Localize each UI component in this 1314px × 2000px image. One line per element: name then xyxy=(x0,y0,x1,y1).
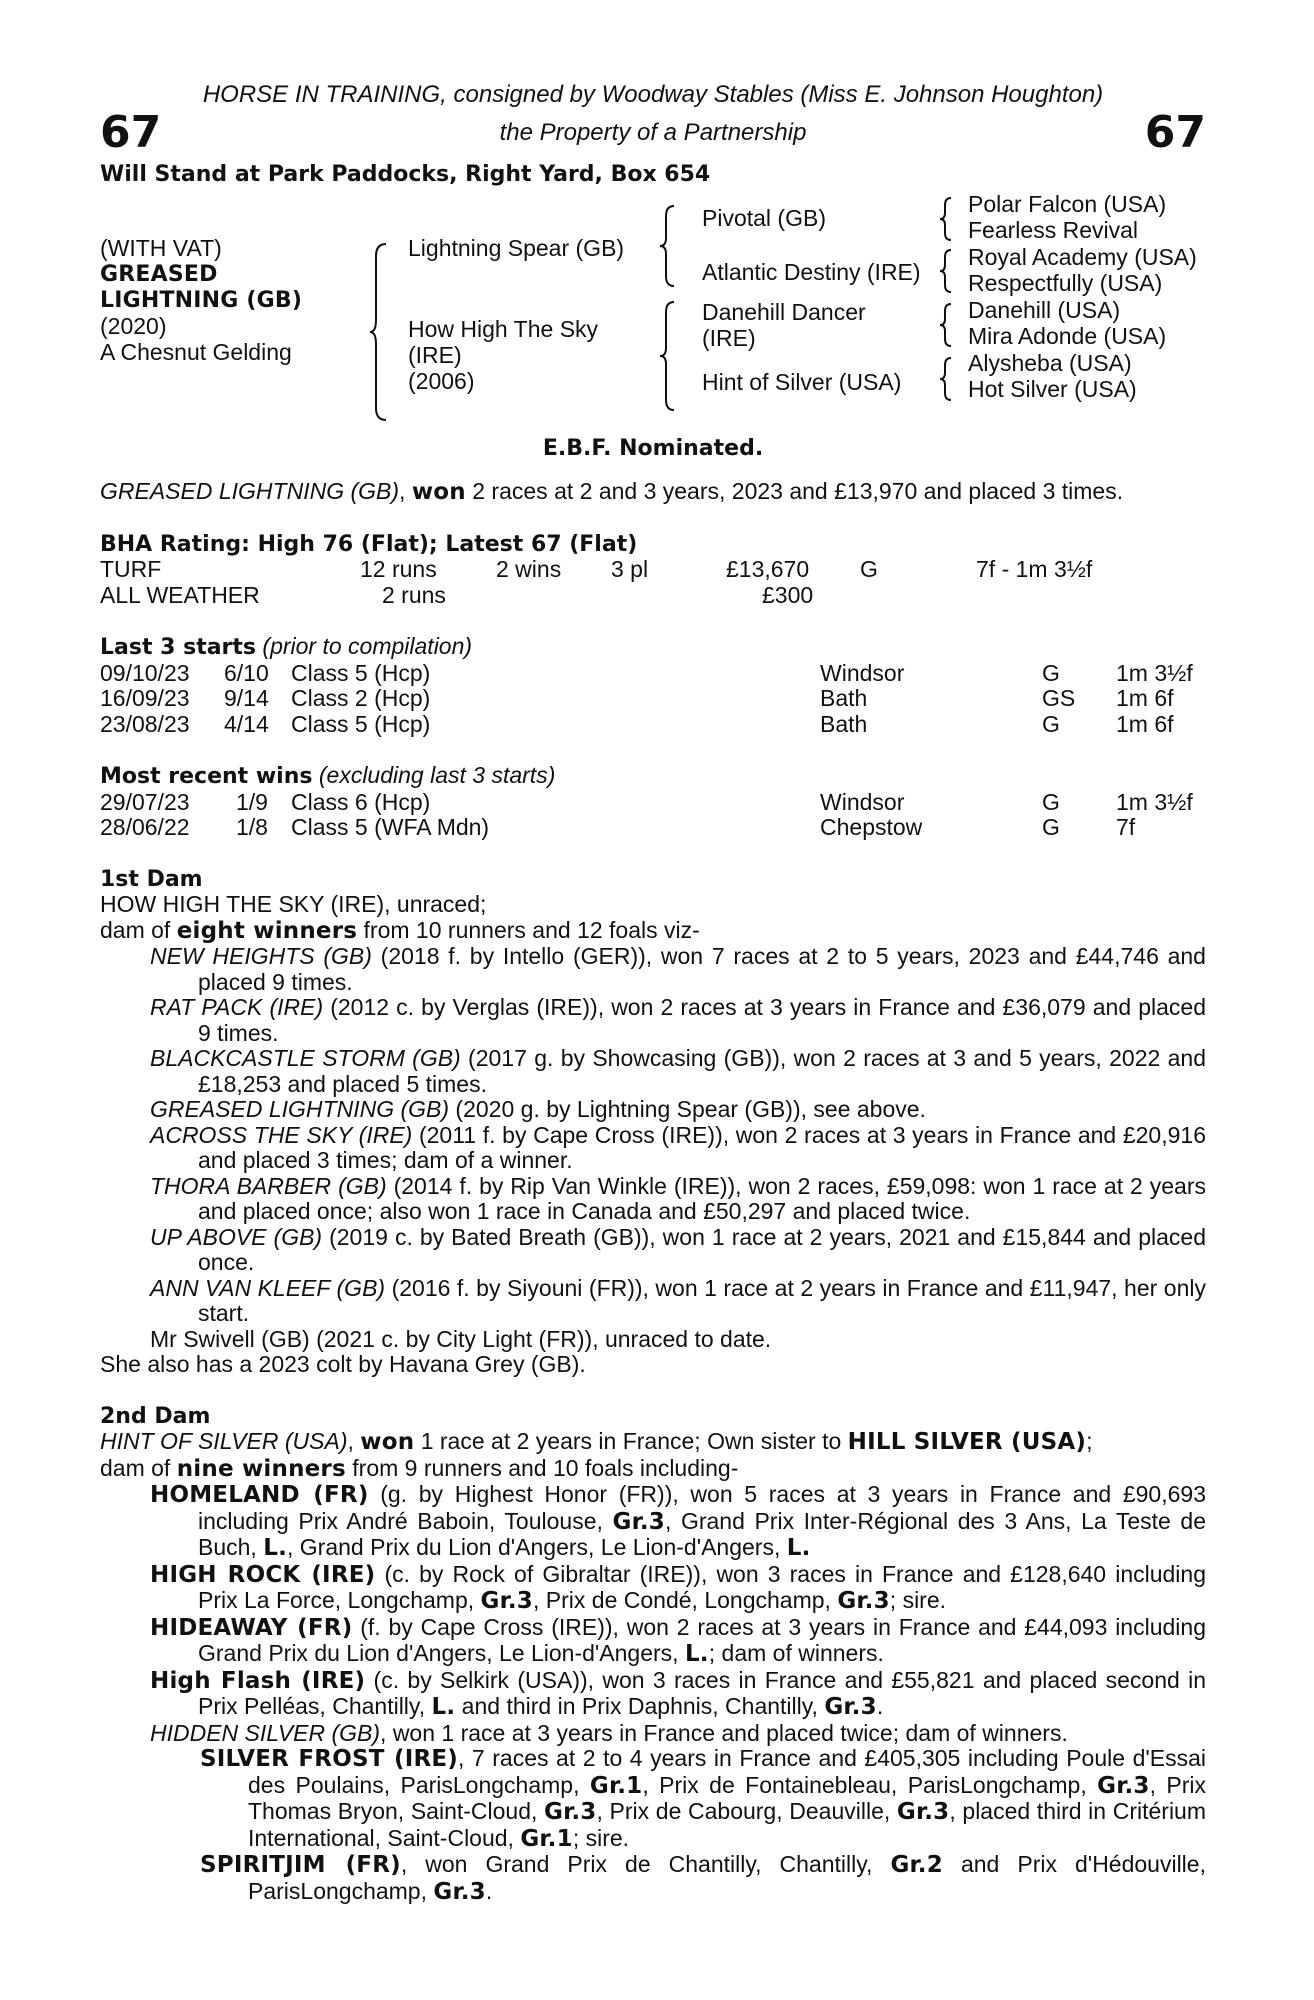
dam-brace xyxy=(658,300,678,412)
win-class: Class 6 (Hcp) xyxy=(291,788,431,815)
progeny-name: UP ABOVE (GB) xyxy=(150,1223,323,1250)
progeny-text: (c. by Selkirk (USA)), won 3 races in France and £55,821 and placed second in Prix Pelléas, Chantilly, xyxy=(198,1666,1206,1719)
start-distance: 1m 6f xyxy=(1116,685,1174,711)
brace-3-4 xyxy=(938,356,954,402)
first-dam-section xyxy=(100,867,1206,1378)
bha-rating-section xyxy=(100,532,1206,609)
second-dam-name: HINT OF SILVER (USA) xyxy=(100,1428,348,1454)
dam-sire-line2: (IRE) xyxy=(702,324,756,351)
progeny-entry xyxy=(100,1097,1206,1123)
win-distance: 1m 3½f xyxy=(1116,788,1193,815)
progeny-name: SPIRITJIM (FR) xyxy=(200,1852,401,1878)
progeny-text: , 7 races at 2 to 4 years in France and £405,305 including Poule d'Essai des Poulains, ParisLongchamp, xyxy=(248,1745,1206,1798)
dam-sire-sire: Danehill (USA) xyxy=(968,296,1121,323)
grade: Gr.1 xyxy=(520,1825,573,1852)
lot-header xyxy=(100,107,1206,158)
start-going: G xyxy=(1042,659,1060,686)
recent-wins-title: Most recent wins xyxy=(100,764,313,789)
dam-sire-line1: Danehill Dancer xyxy=(702,298,866,325)
progeny-name: SILVER FROST (IRE) xyxy=(200,1746,458,1772)
progeny-name: HIGH ROCK (IRE) xyxy=(150,1561,376,1588)
unraced-progeny: Mr Swivell (GB) (2021 c. by City Light (FR)), unraced to date. xyxy=(150,1325,772,1352)
progeny-hidden-silver xyxy=(100,1721,1206,1747)
progeny-high-rock xyxy=(100,1562,1206,1615)
win-class: Class 5 (WFA Mdn) xyxy=(291,814,490,840)
progeny-name: HIDEAWAY (FR) xyxy=(150,1614,353,1641)
brace-3-1 xyxy=(938,196,954,242)
progeny-text: , Grand Prix du Lion d'Angers, Le Lion-d'Angers, xyxy=(287,1534,787,1560)
own-sister-name: HILL SILVER (USA) xyxy=(847,1429,1087,1455)
win-position: 1/9 xyxy=(236,788,268,815)
rating-surface: TURF xyxy=(100,556,162,582)
brace-3-3 xyxy=(938,302,954,348)
rating-runs: 2 runs xyxy=(382,581,446,608)
progeny-text: and third in Prix Daphnis, Chantilly, xyxy=(455,1693,825,1719)
start-class: Class 2 (Hcp) xyxy=(291,685,431,711)
sire-dam-dam: Respectfully (USA) xyxy=(968,269,1163,296)
second-dam-title: 2nd Dam xyxy=(100,1403,211,1429)
grade: Gr.3 xyxy=(480,1588,534,1614)
progeny-entry xyxy=(100,944,1206,995)
progeny-high-flash xyxy=(100,1668,1206,1721)
sire-sire-dam: Fearless Revival xyxy=(968,216,1138,243)
lot-number-right: 67 xyxy=(1144,107,1206,158)
start-position: 9/14 xyxy=(224,685,269,711)
progeny-name: NEW HEIGHTS (GB) xyxy=(150,943,372,969)
bha-rating-title: BHA Rating: High 76 (Flat); Latest 67 (Flat) xyxy=(100,531,638,557)
progeny-text: , won Grand Prix de Chantilly, Chantilly, xyxy=(400,1851,891,1877)
dam-dam: Hint of Silver (USA) xyxy=(702,368,902,395)
win-row xyxy=(100,790,1206,816)
progeny-homeland xyxy=(100,1482,1206,1562)
win-going: G xyxy=(1042,788,1060,815)
grade: L. xyxy=(431,1694,456,1720)
progeny-name: ANN VAN KLEEF (GB) xyxy=(150,1274,386,1301)
win-going: G xyxy=(1042,814,1060,840)
start-row xyxy=(100,661,1206,687)
progeny-text: , Prix de Condé, Longchamp, xyxy=(533,1587,838,1613)
catalogue-page xyxy=(100,80,1206,1905)
last-3-title: Last 3 starts xyxy=(100,635,257,660)
progeny-name: THORA BARBER (GB) xyxy=(150,1172,387,1199)
progeny-name: RAT PACK (IRE) xyxy=(150,994,324,1020)
grade: Gr.3 xyxy=(1097,1772,1150,1799)
start-course: Bath xyxy=(820,685,868,711)
last-3-starts-section xyxy=(100,634,1206,737)
start-going: GS xyxy=(1042,685,1076,711)
sire-sire-sire: Polar Falcon (USA) xyxy=(968,190,1167,217)
second-dam-produce xyxy=(100,1456,1206,1483)
grade: Gr.3 xyxy=(837,1588,890,1614)
first-dam-title: 1st Dam xyxy=(100,866,203,892)
rating-distance: 7f - 1m 3½f xyxy=(976,556,1093,582)
ebf-nominated: E.B.F. Nominated. xyxy=(542,435,764,461)
horse-year: (2020) xyxy=(100,312,167,339)
progeny-text: ; sire. xyxy=(889,1587,947,1613)
win-distance: 7f xyxy=(1116,814,1136,840)
grade: Gr.3 xyxy=(612,1508,665,1535)
sire-dam: Atlantic Destiny (IRE) xyxy=(702,258,921,285)
dam-line3: (2006) xyxy=(408,367,475,394)
dam-of-suffix: from 9 runners and 10 foals including- xyxy=(345,1454,739,1481)
rating-amount: £13,670 xyxy=(726,556,810,582)
progeny-text: , won 1 race at 3 years in France and placed twice; dam of winners. xyxy=(380,1719,1068,1746)
progeny-name: High Flash (IRE) xyxy=(150,1667,366,1694)
start-distance: 1m 3½f xyxy=(1116,659,1193,686)
dam-of-suffix: from 10 runners and 12 foals viz- xyxy=(357,916,700,943)
progeny-text: (g. by Highest Honor (FR)), won 5 races at 3 years in France and £90,693 including Prix André Baboin, Toulouse, xyxy=(198,1481,1206,1534)
race-summary: GREASED LIGHTNING (GB), won 2 races at 2 and 3 years, 2023 and £13,970 and placed 3 times. xyxy=(100,478,1124,505)
separator: , xyxy=(347,1428,361,1454)
progeny-text: (f. by Cape Cross (IRE)), won 2 races at 3 years in France and £44,093 including Grand Prix du Lion d'Angers, Le Lion-d'Angers, xyxy=(198,1613,1206,1666)
main-brace xyxy=(368,242,390,422)
progeny-name: GREASED LIGHTNING (GB) xyxy=(150,1096,450,1122)
rating-amount: £300 xyxy=(762,581,814,608)
progeny-text: . xyxy=(485,1877,493,1904)
second-dam-text: 1 race at 2 years in France; Own sister to xyxy=(414,1428,848,1454)
grade: Gr.3 xyxy=(544,1799,597,1825)
progeny-text: , Grand Prix Inter-Régional des 3 Ans, La Teste de Buch, xyxy=(198,1507,1206,1560)
progeny-name: BLACKCASTLE STORM (GB) xyxy=(150,1045,461,1071)
stand-location: Will Stand at Park Paddocks, Right Yard, Box 654 xyxy=(100,162,711,187)
sire-brace xyxy=(658,204,678,288)
win-position: 1/8 xyxy=(236,814,268,840)
start-class: Class 5 (Hcp) xyxy=(291,659,431,686)
dam-of-prefix: dam of xyxy=(100,916,177,943)
summary-horse-name: GREASED LIGHTNING (GB) xyxy=(100,478,400,504)
last-3-note: (prior to compilation) xyxy=(262,633,473,659)
horse-name-line1: GREASED xyxy=(100,261,218,287)
win-date: 28/06/22 xyxy=(100,814,190,840)
progeny-entry xyxy=(100,1046,1206,1097)
progeny-entry xyxy=(100,1225,1206,1276)
start-date: 23/08/23 xyxy=(100,710,190,737)
lot-number-left: 67 xyxy=(100,107,162,158)
rating-runs: 12 runs xyxy=(360,556,437,582)
recent-wins-note: (excluding last 3 starts) xyxy=(318,762,556,788)
progeny-text: (2011 f. by Cape Cross (IRE)), won 2 races at 3 years in France and £20,916 and placed 3 times; dam of a winner. xyxy=(198,1121,1206,1173)
progeny-text: . xyxy=(876,1693,884,1719)
grade: L. xyxy=(684,1641,709,1667)
rating-wins: 2 wins xyxy=(496,556,562,582)
progeny-text: , Prix Thomas Bryon, Saint-Cloud, xyxy=(248,1771,1206,1824)
first-dam-produce xyxy=(100,918,1206,945)
progeny-text: (2018 f. by Intello (GER)), won 7 races at 2 to 5 years, 2023 and £44,746 and placed 9 times. xyxy=(198,943,1206,995)
summary-won: won xyxy=(411,479,466,505)
dam-line1: How High The Sky xyxy=(408,315,599,342)
progeny-hideaway xyxy=(100,1615,1206,1668)
dam-of-prefix: dam of xyxy=(100,1454,177,1481)
progeny-spiritjim xyxy=(100,1852,1206,1905)
start-position: 6/10 xyxy=(224,659,269,686)
start-date: 09/10/23 xyxy=(100,659,190,686)
dam-line2: (IRE) xyxy=(408,341,462,368)
rating-surface: ALL WEATHER xyxy=(100,581,260,608)
grade: L. xyxy=(786,1535,811,1561)
rating-going: G xyxy=(860,556,878,582)
consignment-line: HORSE IN TRAINING, consigned by Woodway Stables (Miss E. Johnson Houghton) xyxy=(202,81,1104,108)
start-position: 4/14 xyxy=(224,710,269,737)
grade: Gr.1 xyxy=(589,1772,643,1799)
progeny-text: , Prix de Fontainebleau, ParisLongchamp, xyxy=(642,1771,1098,1798)
progeny-name: HOMELAND (FR) xyxy=(150,1482,369,1508)
dam-of-winners: nine winners xyxy=(176,1455,346,1482)
horse-description: A Chesnut Gelding xyxy=(100,338,292,365)
grade: L. xyxy=(263,1535,288,1561)
rating-row-turf xyxy=(100,557,1206,583)
start-going: G xyxy=(1042,710,1060,737)
progeny-text: (c. by Rock of Gibraltar (IRE)), won 3 races in France and £128,640 including Prix La Force, Longchamp, xyxy=(198,1560,1206,1613)
progeny-text: and Prix d'Hédouville, ParisLongchamp, xyxy=(248,1851,1206,1904)
start-distance: 1m 6f xyxy=(1116,710,1174,737)
progeny-text: (2019 c. by Bated Breath (GB)), won 1 race at 2 years, 2021 and £15,844 and placed once. xyxy=(198,1223,1207,1275)
vat-label: (WITH VAT) xyxy=(100,234,222,261)
also-has-line: She also has a 2023 colt by Havana Grey (GB). xyxy=(100,1351,586,1377)
brace-3-2 xyxy=(938,248,954,294)
second-dam-section xyxy=(100,1404,1206,1906)
start-date: 16/09/23 xyxy=(100,685,190,711)
progeny-text: , Prix de Cabourg, Deauville, xyxy=(596,1798,897,1824)
progeny-name: HIDDEN SILVER (GB) xyxy=(150,1719,381,1746)
progeny-entry xyxy=(100,1174,1206,1225)
sire: Lightning Spear (GB) xyxy=(408,234,625,261)
grade: Gr.2 xyxy=(890,1852,943,1878)
progeny-text: (2012 c. by Verglas (IRE)), won 2 races at 3 years in France and £36,079 and placed 9 times. xyxy=(198,994,1206,1046)
start-row xyxy=(100,712,1206,738)
first-dam-line: HOW HIGH THE SKY (IRE), unraced; xyxy=(100,891,487,917)
start-class: Class 5 (Hcp) xyxy=(291,710,431,737)
progeny-text: ; sire. xyxy=(572,1824,630,1851)
start-course: Windsor xyxy=(820,659,905,686)
separator: ; xyxy=(1086,1428,1093,1454)
progeny-name: ACROSS THE SKY (IRE) xyxy=(150,1121,413,1148)
rating-row-aw xyxy=(100,583,1206,609)
grade: Gr.3 xyxy=(896,1799,950,1825)
win-course: Chepstow xyxy=(820,814,923,840)
progeny-text: (2016 f. by Siyouni (FR)), won 1 race at 2 years in France and £11,947, her only start. xyxy=(198,1274,1206,1326)
progeny-entry xyxy=(100,1123,1206,1174)
progeny-text: ; dam of winners. xyxy=(708,1640,884,1666)
win-date: 29/07/23 xyxy=(100,788,190,815)
progeny-text: (2014 f. by Rip Van Winkle (IRE)), won 2 races, £59,098: won 1 race at 2 years and placed once; also won 1 race in Canada and £50,297 and placed twice. xyxy=(198,1172,1206,1224)
won-label: won xyxy=(360,1429,415,1455)
pedigree-table xyxy=(100,192,1206,442)
grade: Gr.3 xyxy=(433,1878,486,1905)
win-row xyxy=(100,815,1206,841)
win-course: Windsor xyxy=(820,788,905,815)
property-line: the Property of a Partnership xyxy=(499,119,807,146)
progeny-text: , placed third in Critérium International, Saint-Cloud, xyxy=(248,1798,1206,1851)
horse-name-line2: LIGHTNING (GB) xyxy=(100,287,303,313)
start-course: Bath xyxy=(820,710,868,737)
dam-of-winners: eight winners xyxy=(176,917,358,944)
dam-sire-dam: Mira Adonde (USA) xyxy=(968,322,1167,349)
rating-placed: 3 pl xyxy=(611,556,649,582)
progeny-silver-frost xyxy=(100,1746,1206,1852)
progeny-text: (2020 g. by Lightning Spear (GB)), see above. xyxy=(449,1096,926,1122)
start-row xyxy=(100,686,1206,712)
progeny-entry xyxy=(100,1276,1206,1327)
summary-text: 2 races at 2 and 3 years, 2023 and £13,970 and placed 3 times. xyxy=(465,478,1124,504)
dam-dam-dam: Hot Silver (USA) xyxy=(968,375,1137,402)
sire-sire: Pivotal (GB) xyxy=(702,204,826,231)
recent-wins-section xyxy=(100,763,1206,841)
dam-dam-sire: Alysheba (USA) xyxy=(968,349,1132,376)
progeny-text: (2017 g. by Showcasing (GB)), won 2 races at 3 and 5 years, 2022 and £18,253 and placed 5 times. xyxy=(198,1045,1206,1097)
progeny-entry xyxy=(100,995,1206,1046)
sire-dam-sire: Royal Academy (USA) xyxy=(968,243,1197,270)
grade: Gr.3 xyxy=(824,1694,877,1720)
second-dam-line xyxy=(100,1429,1206,1456)
